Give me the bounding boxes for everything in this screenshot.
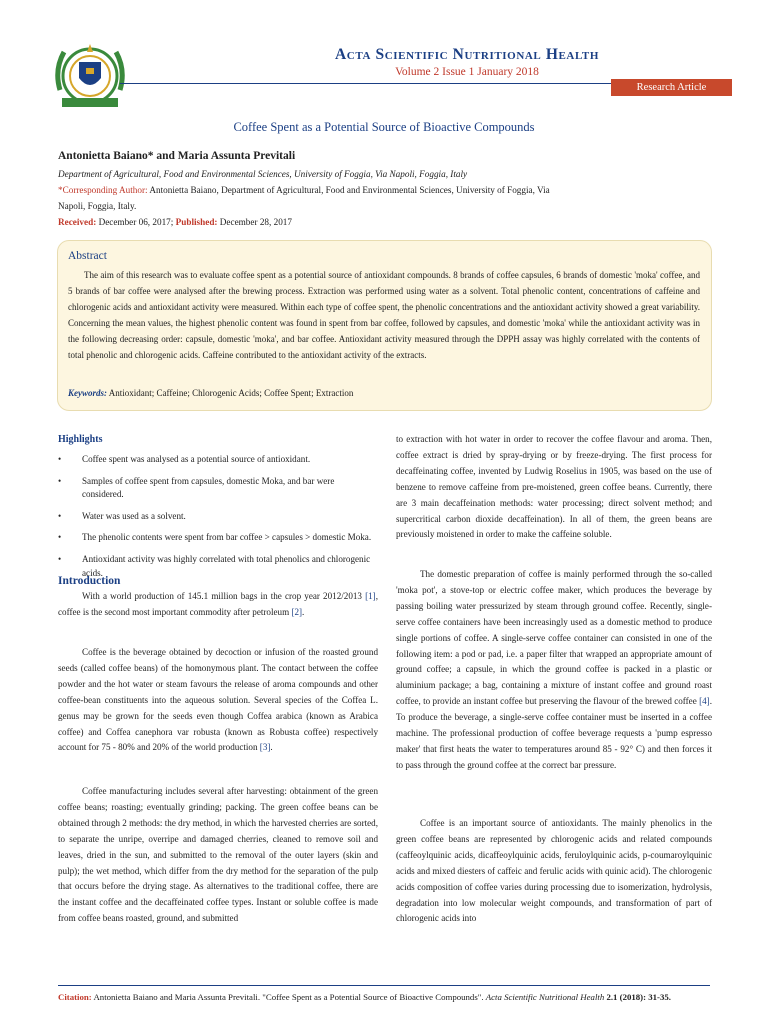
reference-link[interactable]: [2] bbox=[291, 606, 303, 617]
received-label: Received: bbox=[58, 217, 97, 227]
affiliation: Department of Agricultural, Food and Environmental Sciences, University of Foggia, Via Napoli, Foggia, Italy bbox=[58, 169, 468, 179]
intro-paragraph-3 bbox=[58, 784, 378, 927]
keywords bbox=[68, 388, 353, 398]
keywords-label: Keywords: bbox=[68, 388, 107, 398]
corresponding-text-1: Antonietta Baiano, Department of Agricultural, Food and Environmental Sciences, University of Foggia, Via bbox=[149, 185, 550, 195]
citation-journal: Acta Scientific Nutritional Health bbox=[485, 992, 605, 1002]
footer-divider bbox=[58, 985, 710, 986]
citation bbox=[58, 990, 718, 1004]
list-item: • Samples of coffee spent from capsules, domestic Moka, and bar were considered. bbox=[58, 475, 378, 502]
reference-link[interactable]: [3] bbox=[259, 742, 271, 753]
volume-issue: Volume 2 Issue 1 January 2018 bbox=[395, 66, 539, 78]
list-item: • Coffee spent was analysed as a potential source of antioxidant. bbox=[58, 453, 378, 467]
corresponding-text-2: Napoli, Foggia, Italy. bbox=[58, 201, 137, 211]
published-label: Published: bbox=[175, 217, 218, 227]
citation-label: Citation: bbox=[58, 992, 92, 1002]
introduction-heading: Introduction bbox=[58, 575, 121, 587]
intro-right-paragraph-1 bbox=[396, 432, 712, 543]
list-item: • Water was used as a solvent. bbox=[58, 510, 378, 524]
corresponding-author bbox=[58, 182, 718, 214]
published-date: December 28, 2017 bbox=[219, 217, 292, 227]
corresponding-label: *Corresponding Author: bbox=[58, 185, 148, 195]
intro-p2-text-a: Coffee is the beverage obtained by decoction or infusion of the roasted ground seeds (called coffee beans) of the homonymous plant. The contact between the coffee powder and the hot water or steam favours the release of aroma compounds and other coffee-bean constituents into the aqueous solution. Several species of the Coffea L. genus may be grown for the seeds even though Coffea arabica (known as Arabica coffee) and Coffea canephora var robusta (known as Robusta coffee) respectively account for 75 - 80% and 20% of the world production bbox=[58, 647, 378, 753]
intro-right-paragraph-3 bbox=[396, 816, 712, 927]
journal-name: Acta Scientific Nutritional Health bbox=[335, 46, 599, 63]
intro-r1-text: to extraction with hot water in order to recover the coffee flavour and aroma. Then, coffee extract is dried by spray-drying or by freeze-drying. The first process for decaffeinating coffee, invented by Ludwig Roselius in 1905, was based on the use of benzene to remove caffeine from pre-moistened, green coffee beans. Currently, there are 3 main decaffeination methods: water processing; direct solvent method; and supercritical carbon dioxide decaffeination). In all of them, the green beans are previously moistened in order to make the caffeine soluble. bbox=[396, 434, 712, 540]
intro-p1-text-a: With a world production of 145.1 million bags in the crop year 2012/2013 bbox=[82, 591, 362, 601]
article-type-badge: Research Article bbox=[611, 79, 732, 96]
list-item: • The phenolic contents were spent from bar coffee > capsules > domestic Moka. bbox=[58, 531, 378, 545]
abstract-text: The aim of this research was to evaluate coffee spent as a potential source of antioxidant compounds. 8 brands of coffee capsules, 6 brands of domestic 'moka' coffee, and 5 brands of bar coffee were analysed after the brewing process. Extraction was performed using water as a solvent. Total phenolic content, concentrations of caffeine and chlorogenic acids and antioxidant activity were measured. Within each type of coffee spent, the phenolic concentrations and the antioxidant activity showed a great variability. Concerning the mean values, the highest phenolic content was found in spent from bar coffee, followed by capsules, and domestic 'moka' while the antioxidant activity was in the following decreasing order: capsule, domestic 'moka', and bar coffee. Antioxidant activity measured through the DPPH assay was highly correlated with the contents of total phenolic and chlorogenic acids. Caffeine contributed to the antioxidant activity of the extracts. bbox=[68, 270, 700, 360]
citation-issue: 2.1 (2018): 31-35. bbox=[606, 992, 671, 1002]
intro-paragraph-1 bbox=[58, 589, 378, 621]
authors: Antonietta Baiano* and Maria Assunta Previtali bbox=[58, 150, 296, 162]
paper-title: Coffee Spent as a Potential Source of Bioactive Compounds bbox=[233, 120, 535, 134]
intro-p1-text-b: , coffee is the second most important commodity after petroleum bbox=[58, 591, 378, 617]
highlights-list bbox=[58, 453, 378, 588]
intro-r3-text: Coffee is an important source of antioxidants. The mainly phenolics in the green coffee beans are represented by chlorogenic acids and related compounds (caffeoylquinic acids, dicaffeoylquinic acids, feruloylquinic acids, p-coumaroylquinic acids and mixed diesters of caffeic and ferulic acids with quinic acid). The chlorogenic acids composition of coffee varies during processing due to isomerization, hydrolysis, degradation into low molecular weight compounds, and transformation of part of chlorogenic acids into bbox=[396, 818, 712, 924]
intro-r2-text-a: The domestic preparation of coffee is mainly performed through the so-called 'moka pot', a stove-top or electric coffee maker, which produces the beverage by passing boiling water pressurized by steam through ground coffee. Recently, single-serve coffee containers have been increasingly used as a domestic method to produce single portions of coffee. A single-serve coffee container can consisted in one of the following item: a pod or pad, i.e. a paper filter that wrapped an appropriate amount of ground coffee; a capsule, in which the ground coffee is packed in a plastic or aluminium package; a bag, containing a mixture of instant coffee and ground roast coffee, to provide an instant coffee but preserving the flavour of the brewed coffee bbox=[396, 569, 712, 707]
dates bbox=[58, 214, 292, 230]
list-item: • Antioxidant activity was highly correlated with total phenolics and chlorogenic acids. bbox=[58, 553, 378, 580]
intro-p1-text-c: . bbox=[302, 606, 305, 617]
received-date: December 06, 2017; bbox=[98, 217, 174, 227]
intro-p3-text: Coffee manufacturing includes several after harvesting: obtainment of the green coffee beans; roasting; eventually grinding; packing. The green coffee beans can be obtained through 2 methods: the dry method, in which the harvested cherries are sorted, to separate the unripe, overripe and damaged cherries, cleaned to remove soil and leaves, dried in the sun, and submitted to the removal of the outer layers (skin and pulp); the wet method, which differ from the dry method for the separation of the pulp that occurs before the drying stage. As alternatives to the traditional coffee, there are the instant coffee and the decaffeinated coffee types. Instant or soluble coffee is made from coffee beans roasted, ground, and submitted bbox=[58, 786, 378, 924]
intro-p2-text-b: . bbox=[270, 742, 273, 753]
intro-r2-text-b: . To produce the beverage, a single-serve coffee container must be inserted in a coffee machine. The professional production of coffee beverage requests a 'pump espresso maker' that first heats the water to temperatures around 85 - 92° C) and then forces it to pass through the ground coffee at the correct bar pressure. bbox=[396, 696, 712, 770]
abstract-heading: Abstract bbox=[68, 250, 107, 262]
reference-link[interactable]: [4] bbox=[699, 696, 710, 707]
reference-link[interactable]: [1] bbox=[365, 591, 376, 601]
intro-right-paragraph-2 bbox=[396, 567, 712, 774]
highlights-heading: Highlights bbox=[58, 434, 103, 445]
keywords-list: Antioxidant; Caffeine; Chlorogenic Acids; Coffee Spent; Extraction bbox=[108, 388, 354, 398]
citation-text: Antonietta Baiano and Maria Assunta Previtali. "Coffee Spent as a Potential Source of Bioactive Compounds". bbox=[93, 992, 484, 1002]
journal-logo bbox=[52, 40, 128, 112]
intro-paragraph-2 bbox=[58, 645, 378, 756]
